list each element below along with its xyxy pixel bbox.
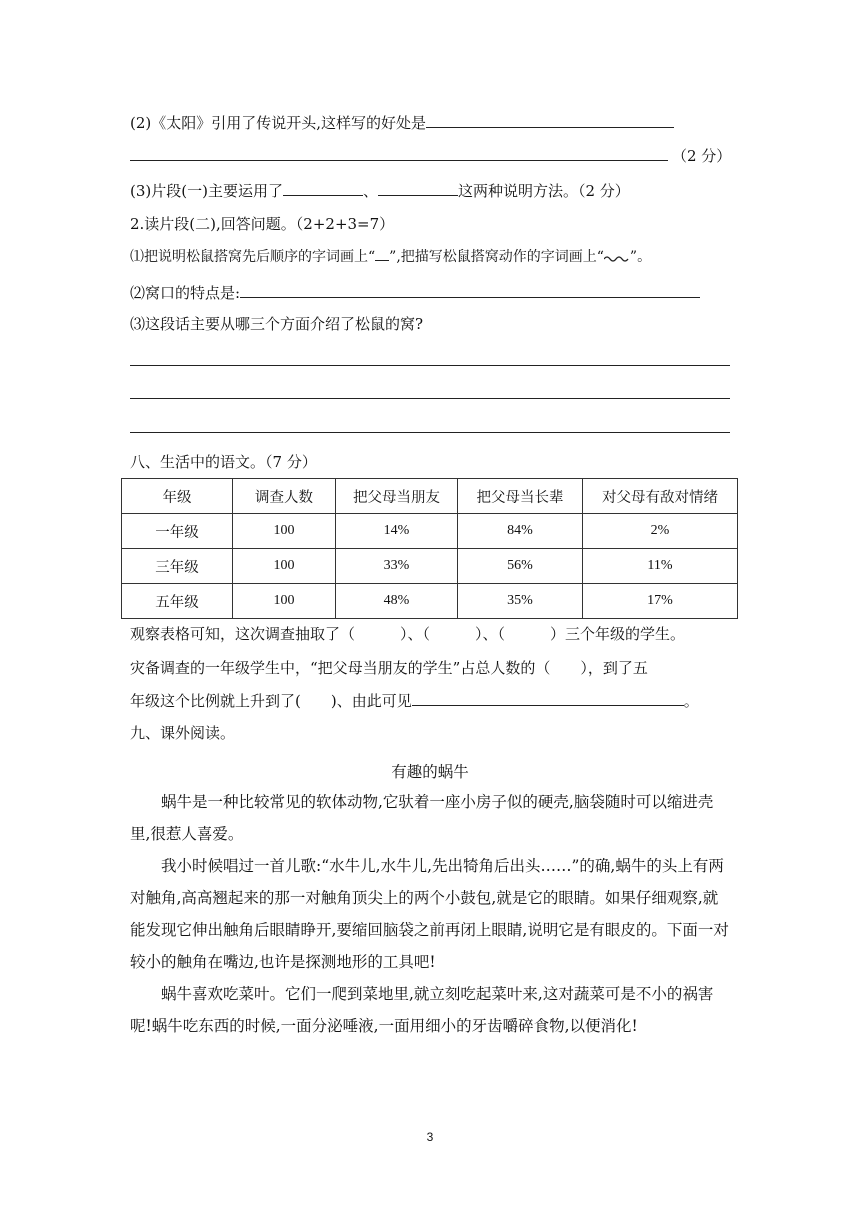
table-cell: 一年级: [122, 514, 233, 549]
header-cell: 把父母当长辈: [458, 479, 583, 514]
question-2-line: (2)《太阳》引用了传说开头,这样写的好处是: [130, 112, 674, 133]
section-2-q1: ⑴把说明松鼠搭窝先后顺序的字词画上“ ”,把描写松鼠搭窝动作的字词画上“ ”。: [130, 249, 652, 265]
table-cell: 33%: [336, 549, 458, 584]
answer-blank[interactable]: [412, 690, 684, 706]
header-cell: 调查人数: [233, 479, 336, 514]
answer-line[interactable]: [130, 398, 730, 399]
table-cell: 84%: [458, 514, 583, 549]
survey-table: [121, 478, 738, 619]
table-header-row: [122, 479, 738, 514]
answer-line[interactable]: [130, 160, 668, 161]
answer-blank[interactable]: [378, 180, 458, 196]
table-cell: 14%: [336, 514, 458, 549]
straight-underline-mark: [375, 248, 389, 261]
section-8-title: 八、生活中的语文。（7 分）: [130, 453, 317, 471]
section-8-line-3: 年级这个比例就上升到了( )、由此可见 。: [130, 692, 699, 710]
table-cell: 100: [233, 549, 336, 584]
article-paragraph: 蜗牛喜欢吃菜叶。它们一爬到菜地里,就立刻吃起菜叶来,这对蔬菜可是不小的祸害呢!蜗牛吃东西的时候,一面分泌唾液,一面用细小的牙齿嚼碎食物,以便消化!: [130, 985, 714, 1035]
table-cell: 17%: [583, 584, 738, 619]
score-label: （2 分）: [672, 147, 732, 165]
question-3-line: (3)片段(一)主要运用了 、 这两种说明方法。（2 分）: [130, 182, 630, 200]
section-9-title: 九、课外阅读。: [130, 724, 236, 742]
table-cell: 48%: [336, 584, 458, 619]
table-cell: 五年级: [122, 584, 233, 619]
table-cell: 56%: [458, 549, 583, 584]
header-cell: 把父母当朋友: [336, 479, 458, 514]
section-8-line-2: 灾备调查的一年级学生中，“把父母当朋友的学生”占总人数的（ ），到了五: [130, 659, 648, 677]
section-2-q3: ⑶这段话主要从哪三个方面介绍了松鼠的窝?: [130, 315, 424, 333]
section-2-title: 2.读片段(二),回答问题。（2+2+3=7）: [130, 215, 395, 233]
page-number: 3: [426, 1130, 434, 1144]
section-8-line-1: 观察表格可知，这次调查抽取了（ ）、（ ）、（ ）三个年级的学生。: [130, 625, 686, 643]
answer-blank[interactable]: [240, 282, 700, 298]
article-paragraph: 我小时候唱过一首儿歌:“水牛儿,水牛儿,先出犄角后出头……”的确,蜗牛的头上有两对触角,高高翘起来的那一对触角顶尖上的两个小鼓包,就是它的眼睛。如果仔细观察,就能发现它伸出触角后眼睛睁开,要缩回脑袋之前再闭上眼睛,说明它是有眼皮的。下面一对较小的触角在嘴边,也许是探测地形的工具吧!: [130, 857, 729, 971]
answer-blank[interactable]: [426, 112, 674, 128]
section-2-q2: ⑵窝口的特点是:: [130, 282, 700, 303]
article-body: [130, 786, 730, 1042]
wavy-underline-mark: [604, 255, 630, 263]
header-cell: 对父母有敌对情绪: [583, 479, 738, 514]
answer-blank[interactable]: [283, 180, 363, 196]
table-cell: 三年级: [122, 549, 233, 584]
table-cell: 100: [233, 514, 336, 549]
article-paragraph: 蜗牛是一种比较常见的软体动物,它驮着一座小房子似的硬壳,脑袋随时可以缩进壳里,很惹人喜爱。: [130, 793, 714, 843]
header-cell: 年级: [122, 479, 233, 514]
table-cell: 35%: [458, 584, 583, 619]
answer-line[interactable]: [130, 432, 730, 433]
table-cell: 100: [233, 584, 336, 619]
article-title: 有趣的蜗牛: [391, 763, 469, 781]
table-row: [122, 514, 738, 549]
table-row: [122, 549, 738, 584]
table-cell: 11%: [583, 549, 738, 584]
table-cell: 2%: [583, 514, 738, 549]
table-row: [122, 584, 738, 619]
answer-line[interactable]: [130, 365, 730, 366]
